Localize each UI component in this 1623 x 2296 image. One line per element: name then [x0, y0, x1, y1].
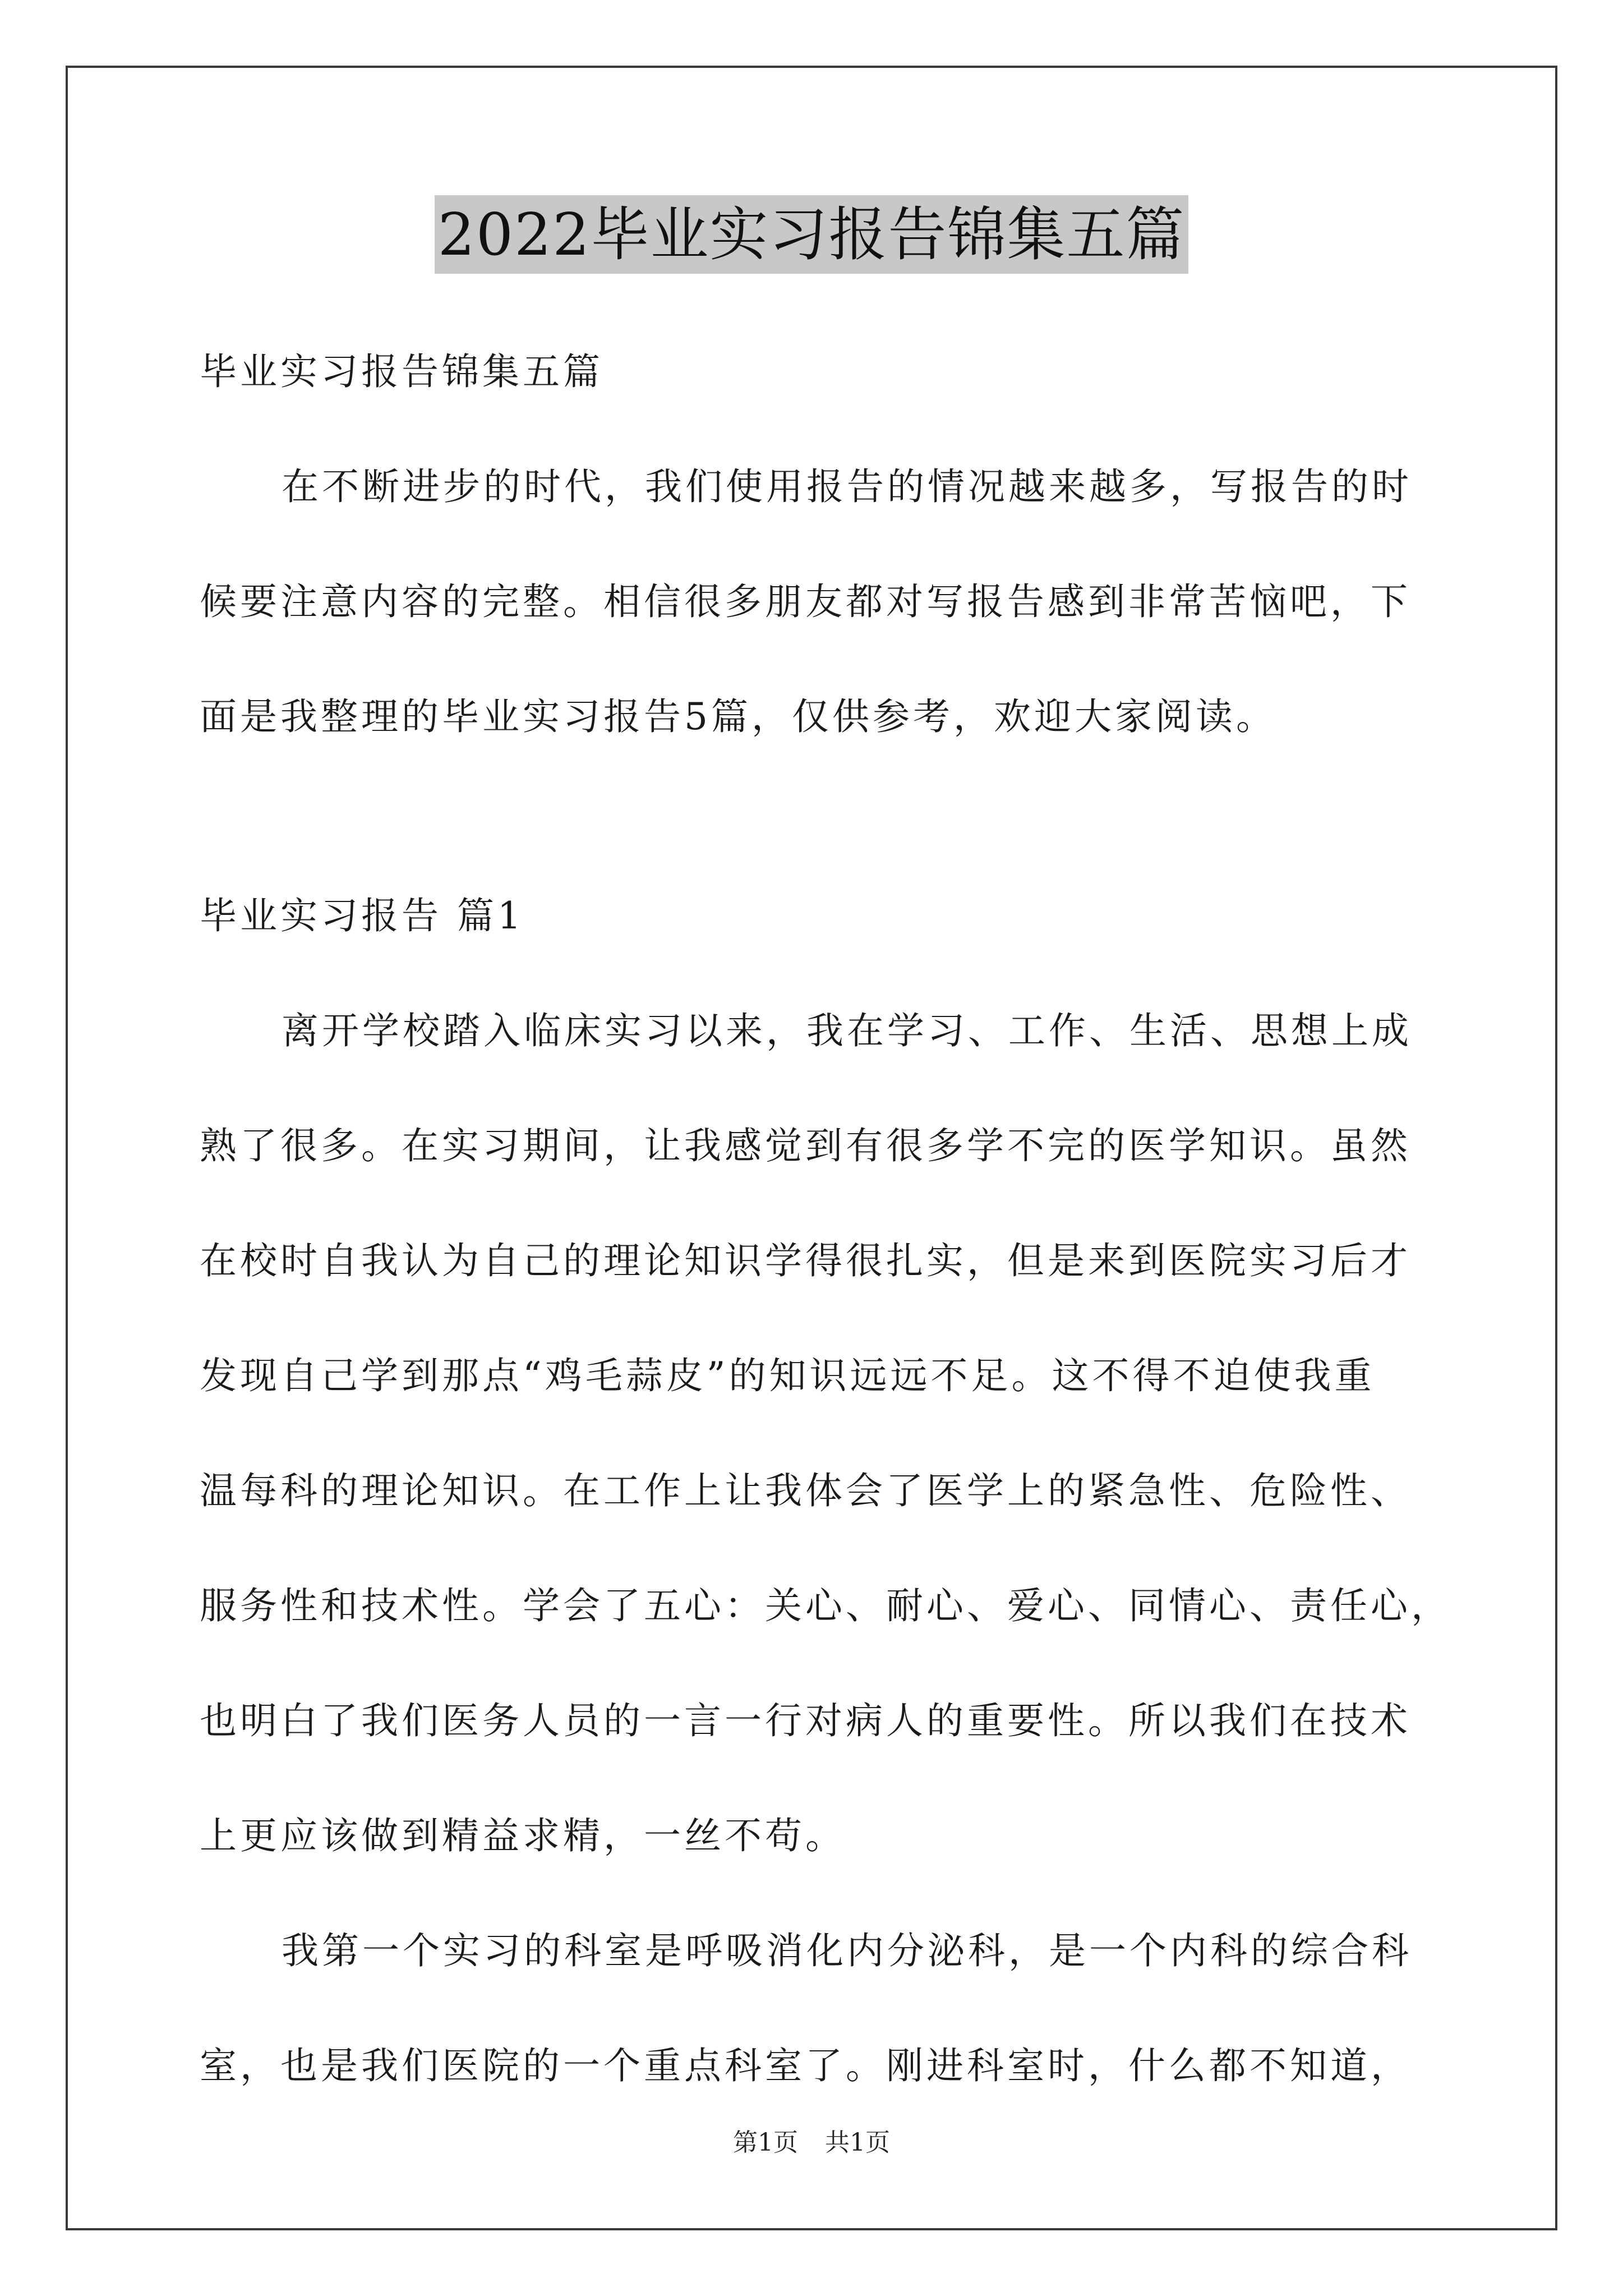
page-footer: [0, 2126, 1623, 2160]
intro-line: 面是我整理的毕业实习报告5篇，仅供参考，欢迎大家阅读。: [200, 695, 1276, 738]
paragraph-line: 离开学校踏入临床实习以来，我在学习、工作、生活、思想上成: [282, 1009, 1412, 1052]
paragraph-line: 上更应该做到精益求精，一丝不苟。: [200, 1814, 846, 1857]
document-subtitle: 毕业实习报告锦集五篇: [200, 350, 603, 393]
paragraph-line: 在校时自我认为自己的理论知识学得很扎实，但是来到医院实习后才: [200, 1239, 1411, 1282]
paragraph-line: 也明白了我们医务人员的一言一行对病人的重要性。所以我们在技术: [200, 1699, 1411, 1742]
page-total: 共1页: [825, 2128, 890, 2157]
paragraph-line: 我第一个实习的科室是呼吸消化内分泌科，是一个内科的综合科: [282, 1929, 1412, 1972]
paragraph-line: 发现自己学到那点“鸡毛蒜皮”的知识远远不足。这不得不迫使我重: [200, 1354, 1375, 1397]
section-heading: 毕业实习报告 篇1: [200, 894, 524, 937]
title-container: [0, 195, 1623, 274]
paragraph-line: 温每科的理论知识。在工作上让我体会了医学上的紧急性、危险性、: [200, 1469, 1411, 1512]
intro-line: 候要注意内容的完整。相信很多朋友都对写报告感到非常苦恼吧，下: [200, 580, 1411, 623]
intro-line: 在不断进步的时代，我们使用报告的情况越来越多，写报告的时: [282, 465, 1412, 508]
document-title: 2022毕业实习报告锦集五篇: [435, 195, 1189, 274]
page-number: 第1页: [733, 2128, 798, 2157]
paragraph-line: 服务性和技术性。学会了五心：关心、耐心、爱心、同情心、责任心，: [200, 1584, 1451, 1627]
document-body: [200, 314, 1451, 2123]
paragraph-line: 室，也是我们医院的一个重点科室了。刚进科室时，什么都不知道，: [200, 2044, 1411, 2087]
paragraph-line: 熟了很多。在实习期间，让我感觉到有很多学不完的医学知识。虽然: [200, 1124, 1411, 1167]
section-spacer: [200, 774, 1433, 858]
